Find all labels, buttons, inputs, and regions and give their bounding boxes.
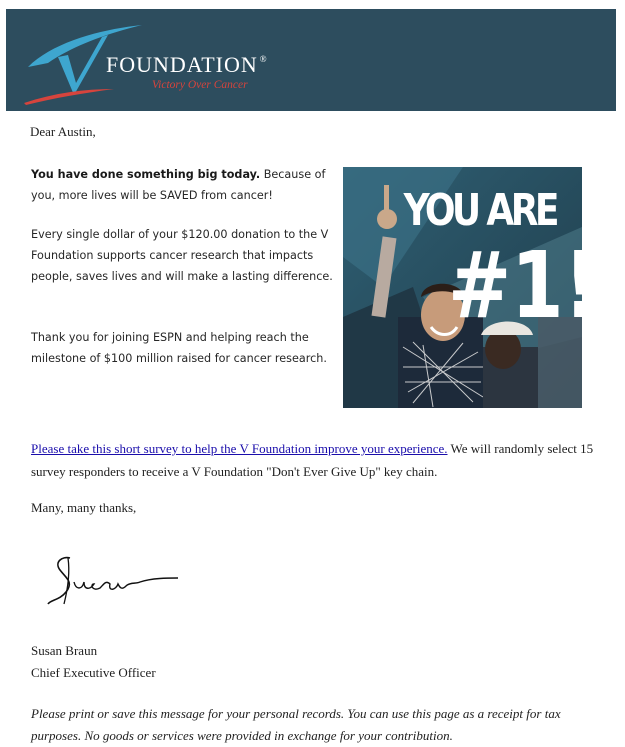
hero-image xyxy=(343,167,599,408)
signer-name: Susan Braun xyxy=(31,643,98,658)
closing: Many, many thanks, xyxy=(31,500,137,515)
survey-rest: We will randomly select 15 survey responders to receive a V Foundation "Don't Ever Give Up" key chain. xyxy=(31,441,594,479)
paragraph-donation: Every single dollar of your $120.00 donation to the V Foundation supports cancer research that impacts people, saves lives and will make a lasting difference. xyxy=(31,228,333,283)
survey-link[interactable]: Please take this short survey to help the V Foundation improve your experience. xyxy=(31,441,448,456)
tax-receipt-note: Please print or save this message for your personal records. You can use this page as a receipt for tax purposes. No goods or services were provided in exchange for your contribution. xyxy=(31,706,561,743)
hero-headline-line1: YOU ARE xyxy=(403,185,560,236)
intro-bold: You have done something big today. xyxy=(31,168,261,181)
brand-name: FOUNDATION ® xyxy=(106,52,268,77)
hero-photo-illustration xyxy=(343,167,599,408)
greeting: Dear Austin, xyxy=(30,124,96,139)
signature-image xyxy=(44,548,184,608)
top-border xyxy=(0,0,625,9)
paragraph-intro xyxy=(31,164,331,206)
tagline: Victory Over Cancer xyxy=(152,79,248,91)
hero-headline-line2: #1! xyxy=(447,231,599,339)
intro-rest: Because of you, more lives will be SAVED from cancer! xyxy=(31,168,326,202)
signer-title: Chief Executive Officer xyxy=(31,665,156,680)
email-header xyxy=(6,9,616,111)
survey-paragraph xyxy=(31,437,611,483)
paragraph-thanks: Thank you for joining ESPN and helping reach the milestone of $100 million raised for cancer research. xyxy=(31,331,327,365)
